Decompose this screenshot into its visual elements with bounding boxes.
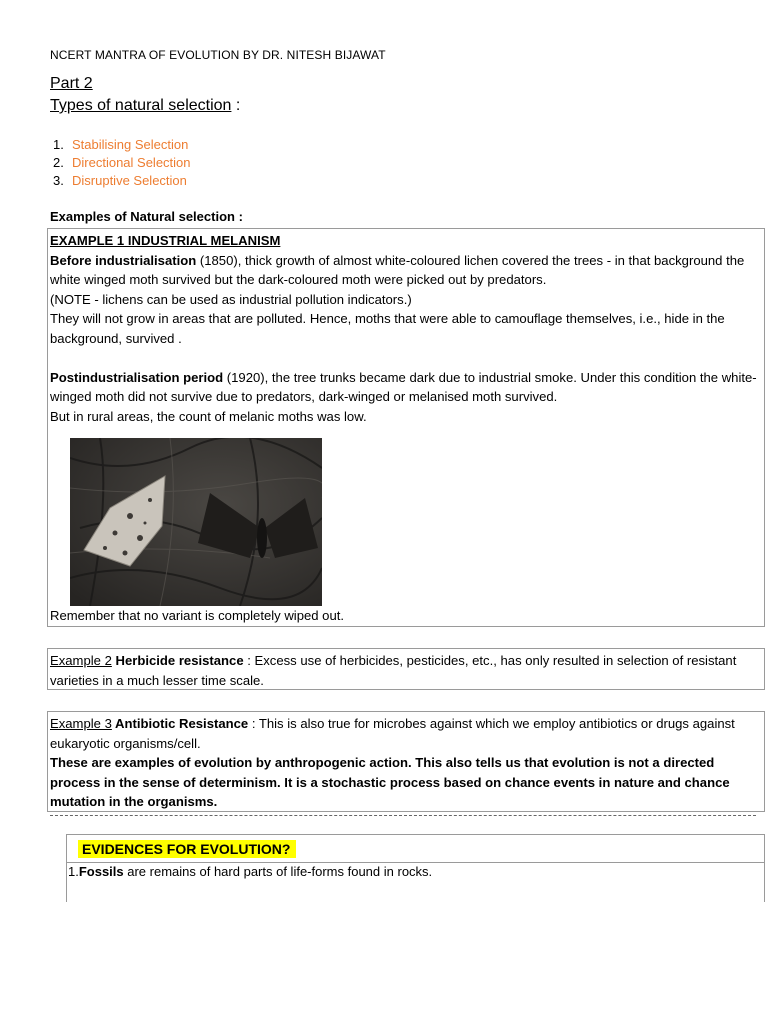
list-item bbox=[53, 154, 191, 172]
example3-box bbox=[47, 711, 765, 812]
part-heading: Part 2 bbox=[50, 75, 93, 92]
example2-text: : Excess use of herbicides, pesticides, etc., has only resulted in selection of resistant varieties in a much lesser time scale. bbox=[50, 653, 737, 688]
evidence-item-number: 1. bbox=[68, 864, 79, 879]
evidence-divider bbox=[67, 862, 764, 863]
dashed-divider bbox=[50, 815, 756, 816]
example2-box bbox=[47, 648, 765, 690]
types-heading bbox=[50, 97, 240, 115]
evidence-item-label: Fossils bbox=[78, 864, 124, 879]
evidence-item-text: are remains of hard parts of life-forms found in rocks. bbox=[123, 864, 433, 879]
example1-title: EXAMPLE 1 INDUSTRIAL MELANISM bbox=[50, 233, 281, 248]
list-item bbox=[53, 172, 191, 190]
lichen-note: (NOTE - lichens can be used as industrial pollution indicators.) bbox=[50, 291, 412, 307]
example3-title: Antibiotic Resistance bbox=[111, 716, 249, 731]
list-label: Stabilising Selection bbox=[72, 137, 189, 152]
remember-text: Remember that no variant is completely wiped out. bbox=[50, 608, 345, 623]
example3-label: Example 3 bbox=[50, 716, 112, 731]
example2-label: Example 2 bbox=[50, 653, 112, 668]
list-label: Disruptive Selection bbox=[72, 173, 187, 188]
evidence-title: EVIDENCES FOR EVOLUTION? bbox=[78, 840, 296, 858]
moth-photo bbox=[70, 438, 322, 606]
evidence-box bbox=[66, 834, 765, 902]
camouflage-text: They will not grow in areas that are polluted. Hence, moths that were able to camouflage themselves, i.e., hide in the background, survived . bbox=[50, 311, 725, 346]
example3-bold-text: These are examples of evolution by anthropogenic action. This also tells us that evolution is not a directed process in the sense of determinism. It is a stochastic process based on chance events in nature and chance mutation in the organisms. bbox=[50, 755, 730, 809]
peppered-moth-image bbox=[70, 438, 322, 606]
example1-box bbox=[47, 228, 765, 627]
document-header: NCERT MANTRA OF EVOLUTION BY DR. NITESH BIJAWAT bbox=[50, 48, 386, 62]
selection-types-list bbox=[53, 136, 191, 190]
types-heading-text: Types of natural selection bbox=[50, 97, 232, 114]
before-label: Before industrialisation bbox=[50, 252, 197, 268]
evidence-item bbox=[68, 864, 432, 879]
post-text: (1920), the tree trunks became dark due to industrial smoke. Under this condition the white-winged moth did not survive due to predators, dark-winged or melanised moth survived. bbox=[50, 369, 757, 404]
list-item bbox=[53, 136, 191, 154]
list-label: Directional Selection bbox=[72, 155, 191, 170]
example2-title: Herbicide resistance bbox=[111, 653, 244, 668]
before-text: (1850), thick growth of almost white-coloured lichen covered the trees - in that background the white winged moth survived but the dark-coloured moth were picked out by predators. bbox=[50, 252, 745, 287]
list-number: 3. bbox=[53, 173, 64, 188]
rural-text: But in rural areas, the count of melanic moths was low. bbox=[50, 408, 367, 424]
example3-text: : This is also true for microbes against which we employ antibiotics or drugs against eukaryotic organisms/cell. bbox=[50, 716, 735, 751]
list-number: 2. bbox=[53, 155, 64, 170]
post-label: Postindustrialisation period bbox=[50, 369, 224, 385]
examples-heading: Examples of Natural selection : bbox=[50, 209, 243, 224]
list-number: 1. bbox=[53, 137, 64, 152]
types-heading-colon: : bbox=[231, 97, 241, 114]
